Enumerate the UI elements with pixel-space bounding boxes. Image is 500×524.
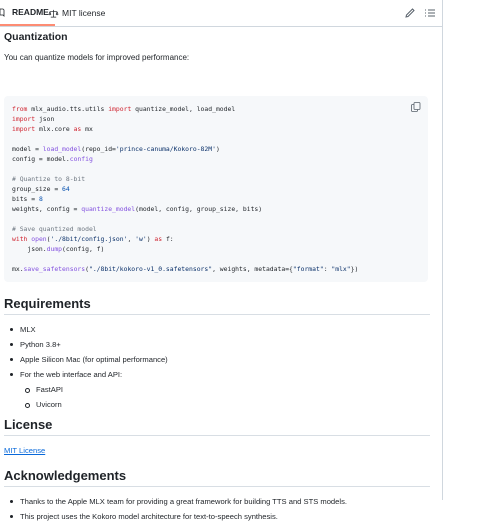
code-line: import mlx.core as mx	[12, 125, 93, 133]
tab-readme[interactable]	[0, 0, 55, 26]
list-item: This project uses the Kokoro model architecture for text-to-speech synthesis.	[4, 509, 347, 524]
quantization-heading: Quantization	[4, 31, 68, 43]
mit-license-link[interactable]: MIT License	[4, 446, 46, 455]
code-line: group_size = 64	[12, 185, 70, 193]
readme-tabbar	[0, 0, 442, 27]
list-item: Thanks to the Apple MLX team for providing a great framework for building TTS and STS models.	[4, 494, 347, 509]
requirements-heading: Requirements	[4, 296, 430, 315]
book-icon	[0, 8, 8, 16]
tab-license[interactable]	[49, 0, 105, 26]
code-line: weights, config = quantize_model(model, config, group_size, bits)	[12, 205, 263, 213]
copy-icon[interactable]	[411, 102, 421, 112]
acknowledgements-heading: Acknowledgements	[4, 468, 430, 487]
pencil-icon[interactable]	[404, 7, 416, 19]
code-line: model = load_model(repo_id='prince-canuma/Kokoro-82M')	[12, 145, 220, 153]
code-line: with open('./8bit/config.json', 'w') as f:	[12, 235, 174, 243]
code-line: config = model.config	[12, 155, 93, 163]
list-item: MLX	[4, 322, 168, 337]
tab-readme-label: README	[12, 7, 49, 17]
list-item: For the web interface and API:	[4, 367, 168, 382]
code-line: json.dump(config, f)	[12, 245, 105, 253]
list-subitem: FastAPI	[4, 382, 168, 397]
license-heading: License	[4, 417, 430, 436]
code-line: from mlx_audio.tts.utils import quantize_model, load_model	[12, 105, 236, 113]
requirements-list	[4, 322, 168, 412]
list-item: Python 3.8+	[4, 337, 168, 352]
list-subitem: Uvicorn	[4, 397, 168, 412]
code-line: # Quantize to 8-bit	[12, 175, 86, 183]
code-line: import json	[12, 115, 55, 123]
list-item: Apple Silicon Mac (for optimal performance)	[4, 352, 168, 367]
scale-icon	[49, 9, 58, 18]
code-line: bits = 8	[12, 195, 43, 203]
list-icon[interactable]	[424, 7, 436, 19]
acknowledgements-list	[4, 494, 347, 524]
code-block	[4, 96, 428, 282]
code-line: # Save quantized model	[12, 225, 97, 233]
tab-license-label: MIT license	[62, 8, 106, 18]
quantization-intro: You can quantize models for improved performance:	[4, 53, 190, 62]
code-line: mx.save_safetensors("./8bit/kokoro-v1_0.safetensors", weights, metadata={"format": "mlx"})	[12, 265, 359, 273]
